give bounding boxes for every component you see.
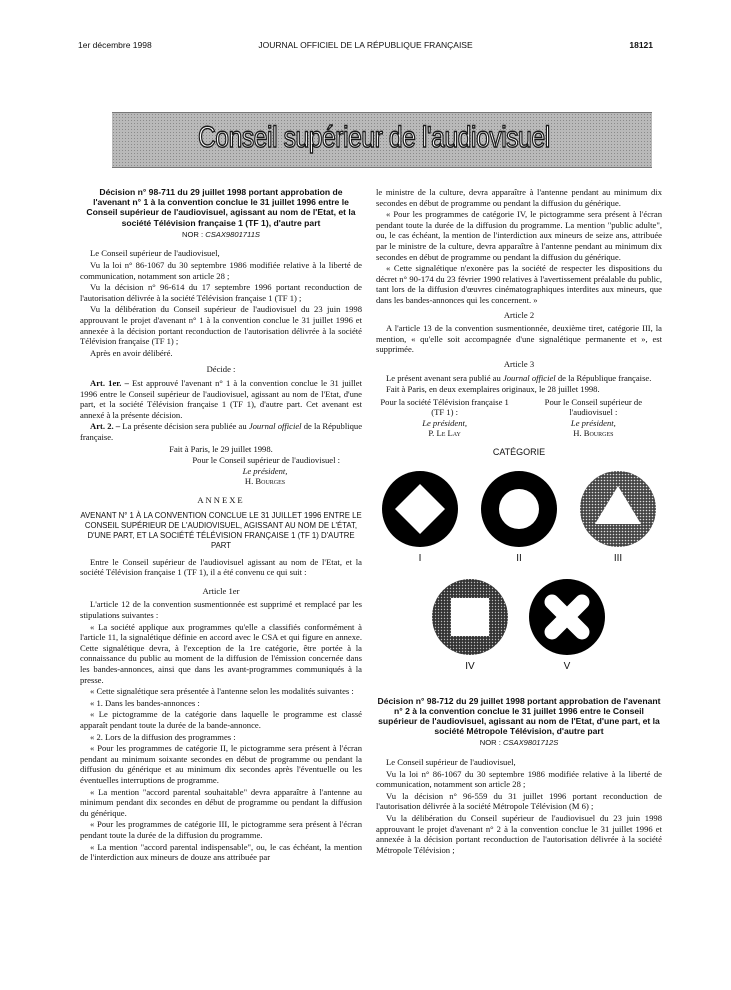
article-text: La présente décision sera publiée au [122, 421, 247, 432]
paragraph: le ministre de la culture, devra apparaître à l'antenne pendant au minimum dix secondes en début de programme ou pendant la diffusion du générique. [376, 187, 662, 208]
signature-right [525, 397, 662, 439]
signature-details [80, 466, 340, 487]
paragraph: Entre le Conseil supérieur de l'audiovisuel agissant au nom de l'Etat, et la société Télévision française 1 (TF 1), il a été convenu ce qui suit : [80, 556, 362, 578]
left-column [80, 187, 362, 864]
category-label: IV [465, 660, 475, 672]
signature-title: Le président, [422, 417, 468, 428]
signature-line: Pour le Conseil supérieur de l'audiovisuel : [192, 455, 340, 466]
article-heading: Article 3 [503, 358, 535, 369]
article-text: de la République française. [557, 372, 652, 383]
paragraph: A l'article 13 de la convention susmentionnée, deuxième tiret, catégorie III, la mention, « qu'elle soit accompagnée d'une signalétique permanente et », est supprimée. [376, 323, 662, 355]
signature-block [376, 397, 662, 439]
page-header [78, 40, 653, 54]
decision-2 [376, 696, 662, 856]
decision-title: Décision n° 98-712 du 29 juillet 1998 portant approbation de l'avenant n° 2 à la convention conclue le 31 juillet 1996 entre le Conseil supérieur de l'audiovisuel, agissant au nom de l'Etat, d'une part, et la société Métropole Télévision, d'autre part [377, 695, 661, 737]
paragraph: Le Conseil supérieur de l'audiovisuel, [90, 248, 220, 259]
journal-officiel-text: Journal officiel [502, 372, 556, 383]
category-i [381, 470, 459, 565]
paragraph: Vu la loi n° 86-1067 du 30 septembre 1986 modifiée relative à la liberté de communication, notamment son article 28 ; [376, 768, 662, 790]
signature-line: Pour la société Télévision française 1 (TF 1) : [380, 396, 509, 418]
circle-square-icon [431, 578, 509, 656]
signature-left [376, 397, 513, 439]
article-label: Art. 2. – [90, 421, 121, 432]
fait-line: Fait à Paris, en deux exemplaires originaux, le 28 juillet 1998. [386, 384, 600, 395]
categorie-heading: CATÉGORIE [492, 447, 546, 458]
paragraph: « 1. Dans les bandes-annonces : [90, 697, 200, 708]
nor-reference [376, 738, 662, 749]
article-2 [80, 421, 362, 442]
article-1 [80, 378, 362, 420]
paragraph: « 2. Lors de la diffusion des programmes : [90, 731, 236, 742]
article-heading: Article 1er [202, 585, 240, 596]
decide-heading: Décide : [206, 364, 236, 375]
nor-label: NOR : [182, 229, 204, 239]
signature-name: H. Bourges [573, 428, 614, 439]
paragraph: Vu la loi n° 86-1067 du 30 septembre 1986 modifiée relative à la liberté de communication, notamment son article 28 ; [80, 260, 362, 281]
paragraph: Après en avoir délibéré. [90, 347, 173, 358]
paragraph: « Cette signalétique n'exonère pas la société de respecter les dispositions du décret n° 90-174 du 23 février 1990 relatives à l'avertissement préalable du public, tant lors de la diffusion d'œuvres cinématographiques interdites aux mineurs, que dans les bandes-annonces qui les concernent. » [376, 263, 662, 305]
signature-title: Le président, [570, 417, 616, 428]
paragraph: « La société applique aux programmes qu'elle a classifiés conformément à l'article 11, la signalétique définie en accord avec le CSA et qui figure en annexe. Cette signalétique devra, à l'exception de la 1re catégorie, être portée à la connaissance du public au moment de la diffusion de l'émission concernée dans les bandes-annonces, ainsi que dans les avant-programmes communiqués à la presse. [80, 621, 362, 685]
nor-label: NOR : [479, 738, 501, 748]
paragraph: Vu la décision n° 96-559 du 31 juillet 1996 portant reconduction de l'autorisation délivrée à la société Métropole Télévision (M 6) ; [376, 790, 662, 812]
circle-diamond-icon [381, 470, 459, 548]
category-v [528, 578, 606, 673]
category-label: V [563, 660, 571, 672]
paragraph: Vu la décision n° 96-614 du 17 septembre 1996 portant reconduction de l'autorisation délivrée à la société Télévision française 1 (TF 1) ; [80, 282, 362, 303]
category-label: II [516, 552, 522, 564]
paragraph: « Pour les programmes de catégorie III, le pictogramme sera présent à l'écran pendant toute la durée de la diffusion du programme. [80, 819, 362, 840]
header-journal-title: JOURNAL OFFICIEL DE LA RÉPUBLIQUE FRANÇAISE [258, 40, 473, 50]
category-label: I [418, 552, 422, 564]
nor-code: CSAX9801712S [502, 738, 559, 748]
signature-name: P. Le Lay [428, 428, 461, 439]
decision-title: Décision n° 98-711 du 29 juillet 1998 portant approbation de l'avenant n° 1 à la convention conclue le 31 juillet 1996 entre le Conseil supérieur de l'audiovisuel, agissant au nom de l'Etat, et la société Télévision française 1 (TF 1), d'autre part [86, 187, 356, 228]
signature-line: Pour le Conseil supérieur de l'audiovisuel : [544, 396, 643, 418]
paragraph [376, 373, 662, 384]
category-iii [579, 470, 657, 565]
paragraph: Vu la délibération du Conseil supérieur de l'audiovisuel du 23 juin 1998 approuvant le projet d'avenant n° 2 à la convention conclue le 31 juillet 1996 et annexée à la décision portant reconduction de l'autorisation délivrée à la société Métropole Télévision ; [376, 813, 662, 855]
paragraph: Le Conseil supérieur de l'audiovisuel, [386, 757, 516, 768]
signature-title: Le président, [242, 465, 288, 476]
category-icons [376, 458, 662, 688]
annexe-heading: ANNEXE [197, 494, 245, 505]
ring-icon [480, 470, 558, 548]
signature-block [80, 455, 362, 487]
paragraph: « La mention "accord parental indispensable", ou, le cas échéant, la mention de l'interdiction aux mineurs de douze ans attribuée par [80, 841, 362, 863]
paragraph: « Pour les programmes de catégorie II, le pictogramme sera présent à l'écran pendant au minimum soixante secondes en début de programme ou pendant la diffusion du générique et au minimum dix secondes après l'éventuelle ou les éventuelles interruptions de programme. [80, 743, 362, 785]
paragraph: Vu la délibération du Conseil supérieur de l'audiovisuel du 23 juin 1998 approuvant le projet d'avenant n° 1 à la convention conclue le 31 juillet 1996 et annexée à la décision portant reconduction de l'autorisation délivrée à la société Télévision française (TF 1) ; [80, 304, 362, 347]
category-iv [431, 578, 509, 673]
circle-triangle-icon [579, 470, 657, 548]
header-page-number: 18121 [629, 40, 653, 50]
category-ii [480, 470, 558, 565]
article-heading: Article 2 [503, 309, 535, 320]
paragraph: L'article 12 de la convention susmentionnée est supprimé et remplacé par les stipulations suivantes : [80, 599, 362, 621]
paragraph: « Pour les programmes de catégorie IV, le pictogramme sera présent à l'écran pendant toute la durée de la diffusion du programme. La mention "public adulte", ou, le cas échéant, la mention de l'interdiction aux mineurs de seize ans, attribuée par le ministre de la culture, devra apparaître à l'antenne pendant au minimum dix secondes en début de programme ou pendant la diffusion du générique. [376, 209, 662, 262]
article-text: Est approuvé l'avenant n° 1 à la convention conclue le 31 juillet 1996 entre le Conseil supérieur de l'audiovisuel, agissant au nom de l'Etat, d'une part, et la société Télévision française 1 (TF 1), d'autre part. Cet avenant est annexé à la présente décision. [80, 377, 362, 420]
paragraph: « La mention "accord parental souhaitable" devra apparaître à l'antenne au minimum pendant dix secondes en début de programme ou pendant la diffusion du générique. [80, 786, 362, 818]
circle-cross-icon [528, 578, 606, 656]
fait-line: Fait à Paris, le 29 juillet 1998. [169, 443, 273, 454]
signature-name: H. Bourges [244, 476, 286, 487]
paragraph: « Cette signalétique sera présentée à l'antenne selon les modalités suivantes : [90, 686, 354, 697]
paragraph: « Le pictogramme de la catégorie dans laquelle le programme est classé apparaît pendant toute la durée de la bande-annonce. [80, 709, 362, 730]
right-column [376, 187, 662, 856]
article-text: de la République française. [80, 421, 363, 442]
nor-reference [80, 230, 362, 241]
avenant-title: AVENANT N° 1 À LA CONVENTION CONCLUE LE 31 JUILLET 1996 ENTRE LE CONSEIL SUPÉRIEUR DE L'AUDIOVISUEL, AGISSANT AU NOM DE L'ÉTAT, D'UNE PART, ET LA SOCIÉTÉ TÉLÉVISION FRANÇAISE 1 (TF 1) D'AUTRE PART [80, 511, 362, 550]
article-label: Art. 1er. – [90, 377, 129, 388]
header-date: 1er décembre 1998 [78, 40, 152, 50]
article-text: Le présent avenant sera publié au [386, 372, 501, 383]
nor-code: CSAX9801711S [205, 229, 260, 239]
category-label: III [613, 552, 623, 564]
journal-officiel-text: Journal officiel [248, 421, 302, 432]
section-banner-title: Conseil supérieur de l'audiovisuel [198, 121, 550, 154]
section-banner [112, 112, 652, 168]
